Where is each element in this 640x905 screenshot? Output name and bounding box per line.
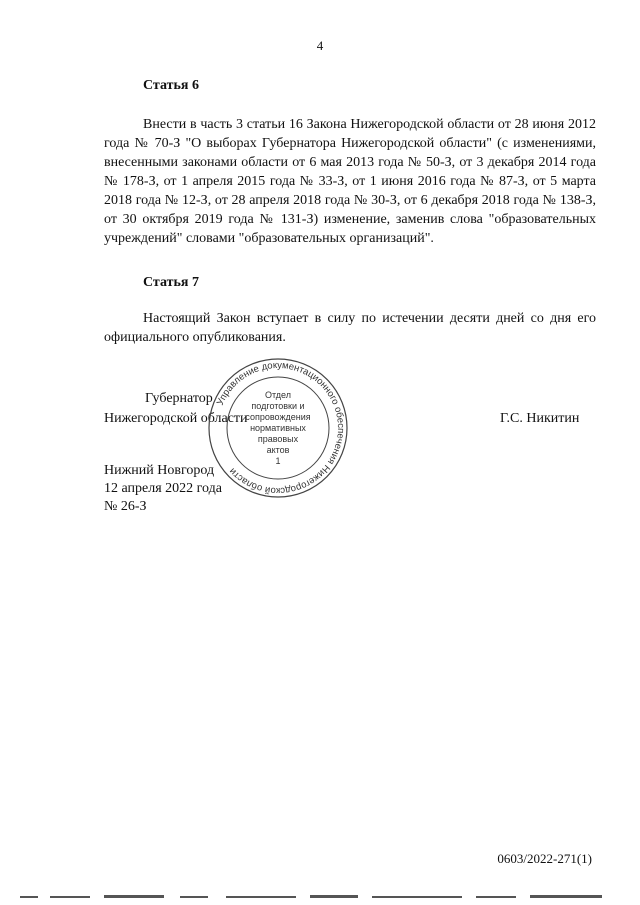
stamp-inner-line: Отдел xyxy=(264,390,292,400)
stamp-outer-text: Управление документационного обеспечения Нижегородской области xyxy=(214,359,347,497)
page-number: 4 xyxy=(316,38,324,53)
signing-date: 12 апреля 2022 года xyxy=(104,481,222,496)
signatory-title-line2: Нижегородской области xyxy=(104,411,248,426)
stamp-inner-line: актов xyxy=(266,445,290,455)
article-6-text: Внести в часть 3 статьи 16 Закона Нижегородской области от 28 июня 2012 года № 70-З "О выборах Губернатора Нижегородской области" (с изменениями, внесенными законами области от 6 мая 2013 года № 50-З, от 3 декабря 2014 года № 178-З, от 1 апреля 2015 года № 33-З, от 1 июня 2016 года № 87-З, от 5 марта 2018 года № 12-З, от 28 апреля 2018 года № 30-З, от 6 декабря 2018 года № 138-З, от 30 октября 2019 года № 131-З) изменение, заменив слова "образовательных учреждений" словами "образовательных организаций". xyxy=(104,117,596,246)
stamp-inner-line: 1 xyxy=(275,456,281,466)
signatory-title-line1: Губернатор xyxy=(145,391,213,406)
stamp-inner-line: сопровождения xyxy=(245,412,311,422)
stamp-inner-line: правовых xyxy=(257,434,299,444)
place-of-signing: Нижний Новгород xyxy=(104,463,215,478)
signatory-name: Г.С. Никитин xyxy=(500,411,580,426)
official-stamp xyxy=(207,357,349,499)
law-number: № 26-З xyxy=(104,499,147,514)
document-code: 0603/2022-271(1) xyxy=(497,851,592,866)
article-7-heading: Статья 7 xyxy=(143,275,199,290)
scan-edge-artifact xyxy=(20,894,620,900)
stamp-inner-line: нормативных xyxy=(250,423,306,433)
article-6-heading: Статья 6 xyxy=(143,78,199,93)
article-7-text: Настоящий Закон вступает в силу по истечении десяти дней со дня его официального опубликования. xyxy=(104,311,596,345)
stamp-inner-line: подготовки и xyxy=(251,401,305,411)
